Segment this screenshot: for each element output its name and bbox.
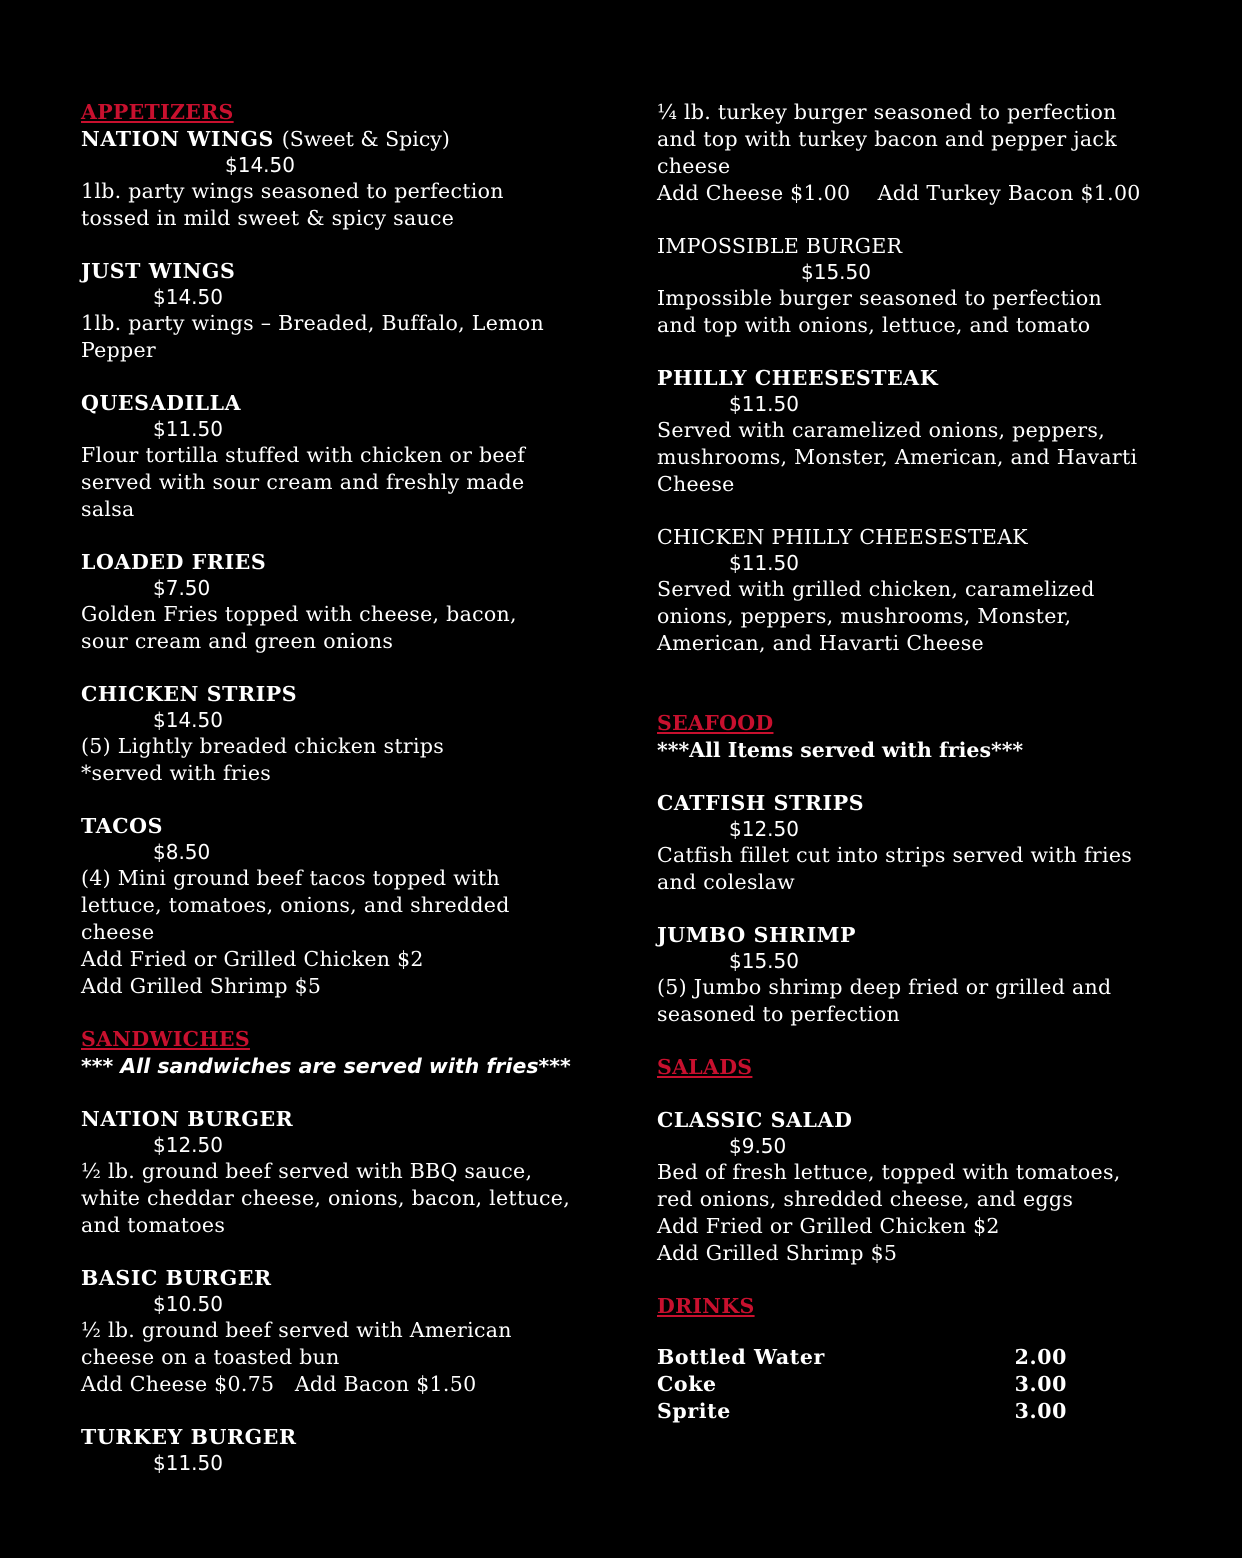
item-desc-line: onions, peppers, mushrooms, Monster, bbox=[657, 604, 1072, 628]
item-name: LOADED FRIES bbox=[81, 550, 267, 574]
item-desc-line: ½ lb. ground beef served with American bbox=[81, 1318, 512, 1342]
menu-item-catfish-strips bbox=[657, 790, 1202, 896]
item-desc-line: (5) Jumbo shrimp deep fried or grilled and bbox=[657, 975, 1112, 999]
item-name: NATION BURGER bbox=[81, 1107, 294, 1131]
item-name: TURKEY BURGER bbox=[81, 1425, 297, 1449]
item-name: CLASSIC SALAD bbox=[657, 1108, 853, 1132]
item-name: TACOS bbox=[81, 814, 164, 838]
item-name: JUMBO SHRIMP bbox=[657, 923, 857, 947]
item-desc-line: Impossible burger seasoned to perfection bbox=[657, 286, 1103, 310]
item-price: $9.50 bbox=[729, 1134, 787, 1158]
item-desc-line: Served with grilled chicken, caramelized bbox=[657, 577, 1095, 601]
item-desc-line: salsa bbox=[81, 497, 135, 521]
item-desc-line: Golden Fries topped with cheese, bacon, bbox=[81, 602, 517, 626]
item-desc-line: served with sour cream and freshly made bbox=[81, 470, 525, 494]
item-name: BASIC BURGER bbox=[81, 1266, 272, 1290]
item-name: CATFISH STRIPS bbox=[657, 791, 865, 815]
drink-price: 3.00 bbox=[1014, 1372, 1067, 1396]
item-subtitle: (Sweet & Spicy) bbox=[281, 127, 450, 151]
item-name: CHICKEN PHILLY CHEESESTEAK bbox=[657, 525, 1028, 549]
drinks-list bbox=[657, 1344, 1067, 1425]
left-column bbox=[81, 99, 611, 1502]
item-addon: Add Grilled Shrimp $5 bbox=[81, 974, 322, 998]
item-price: $12.50 bbox=[729, 817, 799, 841]
section-note: ***All Items served with fries*** bbox=[657, 738, 1024, 762]
menu-item-tacos bbox=[81, 813, 611, 1000]
item-desc-line: Cheese bbox=[657, 472, 735, 496]
item-price: $11.50 bbox=[729, 392, 799, 416]
item-price: $14.50 bbox=[225, 153, 295, 177]
menu-item-impossible-burger bbox=[657, 233, 1202, 339]
menu-item-turkey-burger bbox=[81, 1424, 611, 1476]
item-desc-line: Bed of fresh lettuce, topped with tomatoes, bbox=[657, 1160, 1121, 1184]
menu-item-just-wings bbox=[81, 258, 611, 364]
item-desc-line: 1lb. party wings seasoned to perfection bbox=[81, 179, 504, 203]
menu-item-nation-wings bbox=[81, 126, 611, 232]
item-desc-line: cheese on a toasted bun bbox=[81, 1345, 340, 1369]
right-column bbox=[657, 99, 1202, 1425]
item-desc-line: white cheddar cheese, onions, bacon, lettuce, bbox=[81, 1186, 571, 1210]
section-note: *** All sandwiches are served with fries*** bbox=[81, 1054, 571, 1078]
item-desc-line: and top with turkey bacon and pepper jack bbox=[657, 127, 1117, 151]
item-price: $12.50 bbox=[153, 1133, 223, 1157]
item-desc-line: Pepper bbox=[81, 338, 156, 362]
drink-row bbox=[657, 1344, 1067, 1371]
section-title-sandwiches: SANDWICHES bbox=[81, 1027, 250, 1051]
item-price: $8.50 bbox=[153, 840, 211, 864]
menu-item-nation-burger bbox=[81, 1106, 611, 1239]
drink-row bbox=[657, 1371, 1067, 1398]
item-desc-line: and top with onions, lettuce, and tomato bbox=[657, 313, 1091, 337]
item-addon: Add Grilled Shrimp $5 bbox=[657, 1241, 898, 1265]
menu-item-loaded-fries bbox=[81, 549, 611, 655]
menu-item-basic-burger bbox=[81, 1265, 611, 1398]
item-addon: Add Cheese $1.00 Add Turkey Bacon $1.00 bbox=[657, 181, 1141, 205]
item-desc-line: ½ lb. ground beef served with BBQ sauce, bbox=[81, 1159, 533, 1183]
section-title-appetizers: APPETIZERS bbox=[81, 100, 234, 124]
menu-item-chicken-strips bbox=[81, 681, 611, 787]
menu-item-classic-salad bbox=[657, 1107, 1202, 1267]
menu-item-jumbo-shrimp bbox=[657, 922, 1202, 1028]
item-desc-line: and tomatoes bbox=[81, 1213, 226, 1237]
item-price: $11.50 bbox=[153, 1451, 223, 1475]
item-name: NATION WINGS (Sweet & Spicy) bbox=[81, 127, 450, 151]
item-addon: Add Cheese $0.75 Add Bacon $1.50 bbox=[81, 1372, 477, 1396]
item-name: CHICKEN STRIPS bbox=[81, 682, 298, 706]
drink-row bbox=[657, 1398, 1067, 1425]
item-price: $14.50 bbox=[153, 708, 223, 732]
item-desc-line: sour cream and green onions bbox=[81, 629, 394, 653]
item-name: JUST WINGS bbox=[81, 259, 236, 283]
section-title-drinks: DRINKS bbox=[657, 1294, 755, 1318]
item-desc-line: lettuce, tomatoes, onions, and shredded bbox=[81, 893, 510, 917]
item-desc-line: mushrooms, Monster, American, and Havarti bbox=[657, 445, 1138, 469]
item-price: $11.50 bbox=[729, 551, 799, 575]
item-price: $7.50 bbox=[153, 576, 211, 600]
item-desc-line: red onions, shredded cheese, and eggs bbox=[657, 1187, 1074, 1211]
item-desc-line: (5) Lightly breaded chicken strips bbox=[81, 734, 445, 758]
menu-item-philly-cheesesteak bbox=[657, 365, 1202, 498]
item-price: $15.50 bbox=[801, 260, 871, 284]
item-desc-line: *served with fries bbox=[81, 761, 272, 785]
item-desc-line: cheese bbox=[81, 920, 155, 944]
item-price: $15.50 bbox=[729, 949, 799, 973]
menu-item-turkey-burger-desc bbox=[657, 99, 1202, 207]
item-desc-line: Flour tortilla stuffed with chicken or beef bbox=[81, 443, 526, 467]
item-desc-line: cheese bbox=[657, 154, 731, 178]
item-desc-line: 1lb. party wings – Breaded, Buffalo, Lemon bbox=[81, 311, 545, 335]
menu-item-chicken-philly bbox=[657, 524, 1202, 657]
item-price: $11.50 bbox=[153, 417, 223, 441]
item-price: $10.50 bbox=[153, 1292, 223, 1316]
drink-name: Sprite bbox=[657, 1399, 731, 1423]
item-desc-line: (4) Mini ground beef tacos topped with bbox=[81, 866, 501, 890]
drink-price: 3.00 bbox=[1014, 1399, 1067, 1423]
drink-name: Bottled Water bbox=[657, 1345, 825, 1369]
item-name: IMPOSSIBLE BURGER bbox=[657, 234, 903, 258]
section-title-seafood: SEAFOOD bbox=[657, 711, 774, 735]
item-desc-line: Served with caramelized onions, peppers, bbox=[657, 418, 1106, 442]
item-desc-line: ¼ lb. turkey burger seasoned to perfection bbox=[657, 100, 1117, 124]
item-price: $14.50 bbox=[153, 285, 223, 309]
item-desc-line: American, and Havarti Cheese bbox=[657, 631, 984, 655]
item-addon: Add Fried or Grilled Chicken $2 bbox=[81, 947, 424, 971]
section-title-salads: SALADS bbox=[657, 1055, 753, 1079]
item-desc-line: tossed in mild sweet & spicy sauce bbox=[81, 206, 455, 230]
drink-price: 2.00 bbox=[1014, 1345, 1067, 1369]
item-desc-line: and coleslaw bbox=[657, 870, 796, 894]
item-name: QUESADILLA bbox=[81, 391, 242, 415]
item-desc-line: Catfish fillet cut into strips served with fries bbox=[657, 843, 1133, 867]
item-name: PHILLY CHEESESTEAK bbox=[657, 366, 939, 390]
drink-name: Coke bbox=[657, 1372, 717, 1396]
item-desc-line: seasoned to perfection bbox=[657, 1002, 901, 1026]
menu-item-quesadilla bbox=[81, 390, 611, 523]
item-addon: Add Fried or Grilled Chicken $2 bbox=[657, 1214, 1000, 1238]
